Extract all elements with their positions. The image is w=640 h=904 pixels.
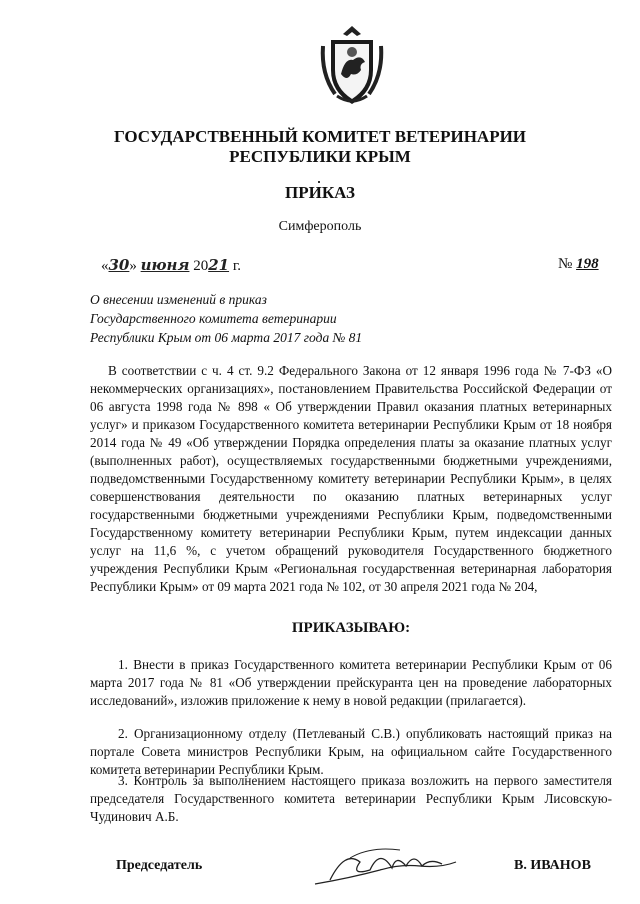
date-month: июня <box>140 256 190 274</box>
date-day: 30 <box>108 256 130 274</box>
number-value: 198 <box>576 256 599 272</box>
handwritten-signature-icon <box>310 840 460 890</box>
number-prefix: № <box>558 256 573 272</box>
document-type: ПРИКАЗ <box>285 183 355 202</box>
document-date <box>101 256 241 275</box>
date-open-quote: « <box>101 258 109 274</box>
date-year-suffix: 21 <box>208 256 230 274</box>
date-year-unit: г. <box>232 258 242 274</box>
subject-line: Государственного комитета ветеринарии <box>90 311 337 326</box>
crimea-coat-of-arms-icon <box>317 24 387 106</box>
order-item-2: 2. Организационному отделу (Петлеваный С.В.) опубликовать настоящий приказ на портале Совета министров Республики Крым, на официальном сайте Государственного комитета ветеринарии Республики Крым. <box>90 726 612 777</box>
preamble-paragraph: В соответствии с ч. 4 ст. 9.2 Федерального Закона от 12 января 1996 года № 7-ФЗ «О некоммерческих организациях», постановлением Правительства Российской Федерации от 06 августа 1998 года № 898 « Об утверждении Правил оказания платных ветеринарных услуг» и приказом Государственного комитета ветеринарии Республики Крым от 18 ноября 2014 года № 49 «Об утверждении Порядка определения платы за оказание платных услуг (выполненных работ), осуществляемых государственными бюджетными учреждениями, подведомственными Государственному комитету ветеринарии Республики Крым», в целях совершенствования деятельности по оказанию платных ветеринарных услуг государственными бюджетными учреждениями Республики Крым, подведомственными Государственному комитету ветеринарии Республики Крым, путем индексации данных услуг на 11,6 %, с учетом обращений руководителя Государственного бюджетного учреждения Республики Крым «Региональная государственная ветеринарная лаборатория Республики Крым» от 09 марта 2021 года № 102, от 30 апреля 2021 года № 204, <box>90 363 612 594</box>
subject-line: О внесении изменений в приказ <box>90 292 267 307</box>
orders-heading: ПРИКАЗЫВАЮ: <box>291 620 411 636</box>
date-close-quote: » <box>129 258 137 274</box>
signatory-title: Председатель <box>116 858 203 873</box>
signatory-name: В. ИВАНОВ <box>514 858 591 873</box>
document-city: Симферополь <box>278 219 362 234</box>
order-item-3: 3. Контроль за выполнением настоящего приказа возложить на первого заместителя председателя Государственного комитета ветеринарии Республики Крым Лисовскую-Чудинович А.Б. <box>90 773 612 824</box>
document-subject <box>90 290 450 347</box>
document-number <box>558 256 599 273</box>
subject-line: Республики Крым от 06 марта 2017 года № 81 <box>90 330 363 345</box>
organization-name-line1: ГОСУДАРСТВЕННЫЙ КОМИТЕТ ВЕТЕРИНАРИИ <box>113 127 527 146</box>
order-item-1: 1. Внести в приказ Государственного комитета ветеринарии Республики Крым от 06 марта 2017 года № 81 «Об утверждении прейскуранта цен на проведение лабораторных исследований», изложив приложение к нему в новой редакции (прилагается). <box>90 657 612 708</box>
organization-name-line2: РЕСПУБЛИКИ КРЫМ <box>229 147 411 166</box>
date-year-prefix: 20 <box>193 258 209 274</box>
